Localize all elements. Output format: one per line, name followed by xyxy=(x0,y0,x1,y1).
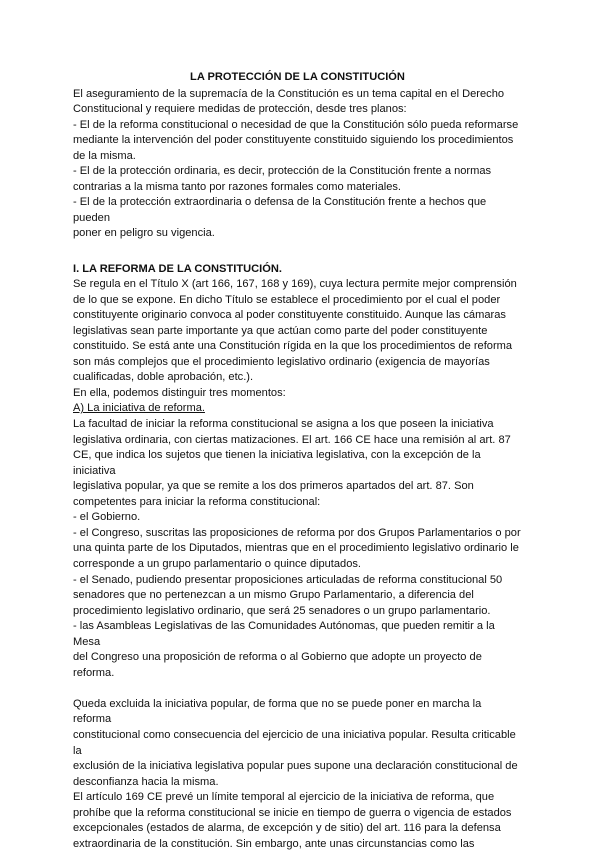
text-line: poner en peligro su vigencia. xyxy=(73,227,215,240)
intro-paragraph xyxy=(73,87,522,242)
text-line: mediante la intervención del poder constituyente constituido siguiendo los procedimientos xyxy=(73,134,514,147)
list-item: - el Congreso, suscritas las proposiciones de reforma por dos Grupos Parlamentarios o por xyxy=(73,526,521,539)
text-line: son más complejos que el procedimiento legislativo ordinario (exigencia de mayorías xyxy=(73,355,490,368)
text-line: - El de la protección extraordinaria o defensa de la Constitución frente a hechos que pueden xyxy=(73,196,487,224)
text-line: una quinta parte de los Diputados, mientras que en el procedimiento legislativo ordinario le xyxy=(73,542,519,555)
text-line: El artículo 169 CE prevé un límite temporal al ejercicio de la iniciativa de reforma, que xyxy=(73,791,495,804)
text-line: prohíbe que la reforma constitucional se inicie en tiempo de guerra o vigencia de estados xyxy=(73,806,512,819)
text-line: excepcionales (estados de alarma, de excepción y de sitio) del art. 116 para la defensa xyxy=(73,822,501,835)
text-line: constitucional como consecuencia del ejercicio de una iniciativa popular. Resulta criticable la xyxy=(73,728,516,757)
spacer xyxy=(73,681,522,697)
text-line: La facultad de iniciar la reforma constitucional se asigna a los que poseen la iniciativa xyxy=(73,418,494,431)
section-paragraph xyxy=(73,277,522,401)
text-line: contrarias a la misma tanto por razones formales como materiales. xyxy=(73,180,402,193)
list-item: - el Gobierno. xyxy=(73,511,141,524)
text-line: El aseguramiento de la supremacía de la Constitución es un tema capital en el Derecho xyxy=(73,87,505,100)
text-line: - El de la protección ordinaria, es decir, protección de la Constitución frente a normas xyxy=(73,165,492,178)
text-line: legislativa ordinaria, con ciertas matizaciones. El art. 166 CE hace una remisión al art. 87 xyxy=(73,433,511,446)
text-line: competentes para iniciar la reforma constitucional: xyxy=(73,495,321,508)
spacer xyxy=(73,242,522,258)
text-line: legislativa popular, ya que se remite a los dos primeros apartados del art. 87. Son xyxy=(73,480,474,493)
text-line: senadores que no pertenezcan a un mismo Grupo Parlamentario, a diferencia del xyxy=(73,589,474,602)
text-line: desconfianza hacia la misma. xyxy=(73,775,219,788)
text-line: de lo que se expone. En dicho Título se establece el procedimiento por el cual el poder xyxy=(73,293,501,306)
text-line: del Congreso una proposición de reforma o al Gobierno que adopte un proyecto de reforma. xyxy=(73,651,482,679)
subsection-heading: A) La iniciativa de reforma. xyxy=(73,402,205,415)
closing-paragraph xyxy=(73,697,522,852)
list-item: - las Asambleas Legislativas de las Comunidades Autónomas, que pueden remitir a la Mesa xyxy=(73,620,495,648)
text-line: Constitucional y requiere medidas de protección, desde tres planos: xyxy=(73,103,407,116)
text-line: constituyente originario convoca al poder constituyente constituido. Aunque las cámaras xyxy=(73,309,506,322)
text-line: CE, que indica los sujetos que tienen la iniciativa legislativa, con la excepción de la iniciativa xyxy=(73,449,481,477)
list-item: - el Senado, pudiendo presentar proposiciones articuladas de reforma constitucional 50 xyxy=(73,573,503,586)
text-line: Se regula en el Título X (art 166, 167, 168 y 169), cuya lectura permite mejor comprensión xyxy=(73,278,517,291)
text-line: cualificadas, doble aprobación, etc.). xyxy=(73,371,254,384)
text-line: exclusión de la iniciativa legislativa popular pues supone una declaración constitucional de xyxy=(73,760,518,773)
document-title: LA PROTECCIÓN DE LA CONSTITUCIÓN xyxy=(190,71,405,83)
subsection-body xyxy=(73,417,522,681)
section-heading: I. LA REFORMA DE LA CONSTITUCIÓN. xyxy=(73,262,282,275)
text-line: extraordinaria de la constitución. Sin embargo, ante unas circunstancias como las xyxy=(73,837,475,850)
text-line: constituido. Se está ante una Constitución rígida en la que los procedimientos de reforma xyxy=(73,340,513,353)
text-line: legislativas sean parte importante ya que actúan como parte del poder constituyente xyxy=(73,324,488,337)
text-line: de la misma. xyxy=(73,149,136,162)
text-line: Queda excluida la iniciativa popular, de forma que no se puede poner en marcha la reforma xyxy=(73,697,482,726)
text-line: corresponde a un grupo parlamentario o quince diputados. xyxy=(73,557,362,570)
text-line: - El de la reforma constitucional o necesidad de que la Constitución sólo pueda reformarse xyxy=(73,118,519,131)
text-line: En ella, podemos distinguir tres momentos: xyxy=(73,386,286,399)
text-line: procedimiento legislativo ordinario, que será 25 senadores o un grupo parlamentario. xyxy=(73,604,491,617)
